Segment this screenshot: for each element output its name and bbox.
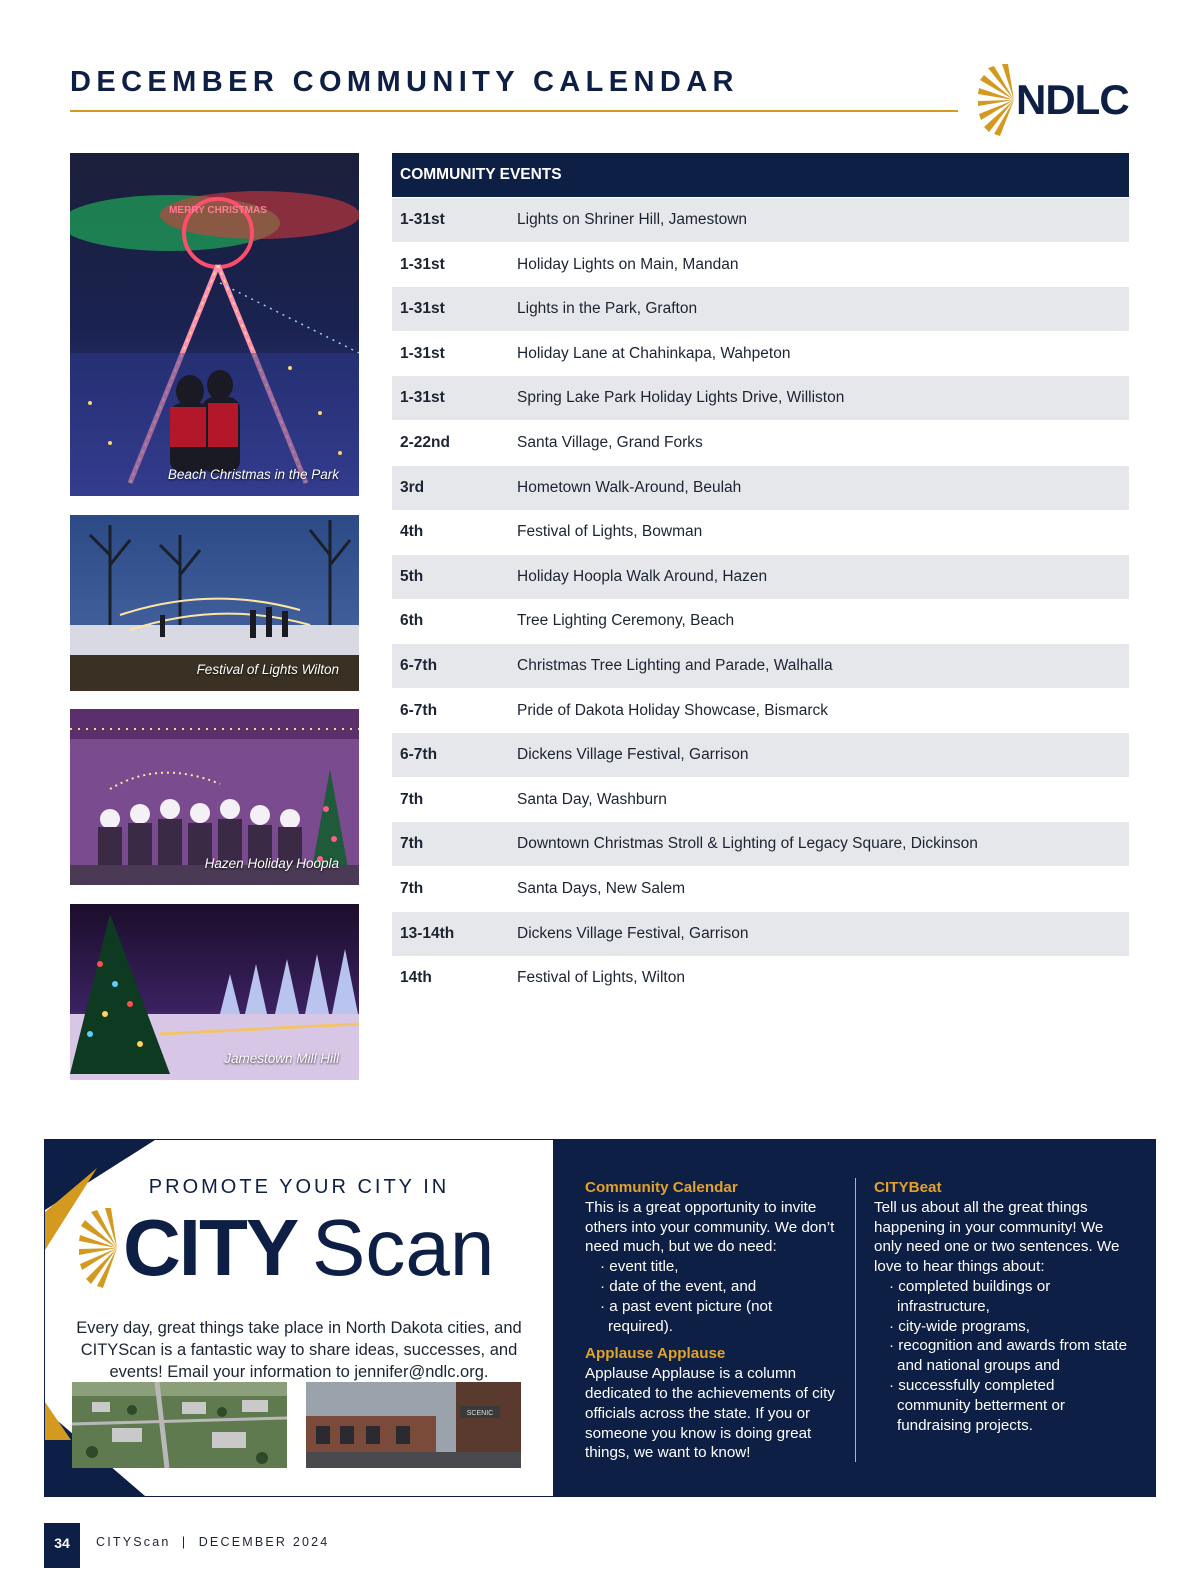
brand-scan: Scan [312,1203,495,1292]
page-footer [44,1523,444,1568]
list-item: · completed buildings or infrastructure, [874,1277,1130,1317]
column-divider [855,1178,856,1462]
event-date: 1-31st [400,300,445,318]
photo-caption: Jamestown Mill Hill [224,1051,339,1066]
page-number: 34 [44,1523,80,1568]
event-date: 1-31st [400,255,445,273]
downtown-street-photo [306,1382,521,1468]
page-header [70,60,1130,140]
sunburst-icon [79,1208,119,1288]
community-calendar-title: Community Calendar [585,1179,738,1196]
applause-text: Applause Applause is a column dedicated to the achievements of city officials across the state. If you or someone you know is doing great things, we want to know! [585,1365,835,1462]
logo-text: NDLC [1016,76,1129,123]
table-row [392,555,1129,599]
event-name: Christmas Tree Lighting and Parade, Walhalla [517,656,833,674]
citybeat-column [874,1178,1130,1435]
events-table-header: COMMUNITY EVENTS [392,153,1129,197]
event-date: 6-7th [400,656,438,674]
photo-caption: Festival of Lights Wilton [196,662,339,677]
event-name: Holiday Lane at Chahinkapa, Wahpeton [517,344,791,362]
event-date: 13-14th [400,924,455,942]
event-date: 1-31st [400,389,445,407]
table-row [392,956,1129,1000]
applause-title: Applause Applause [585,1345,726,1363]
community-calendar-column [585,1178,841,1463]
event-date: 6th [400,612,424,630]
promote-cityscan-box [44,1139,1156,1497]
list-item: · successfully completed community betterment or fundraising projects. [874,1376,1130,1435]
event-rows [392,198,1129,1000]
storefront-sign: SCENIC [466,1410,494,1417]
list-item: · recognition and awards from state and national groups and [874,1336,1130,1376]
promo-kicker: PROMOTE YOUR CITY IN [148,1176,450,1198]
table-row [392,421,1129,465]
event-date: 7th [400,790,424,808]
table-row [392,599,1129,643]
list-item: · event title, [585,1257,841,1277]
event-name: Dickens Village Festival, Garrison [517,746,749,764]
table-row [392,287,1129,331]
photo-jamestown-mill-hill [70,904,359,1080]
table-row [392,466,1129,510]
photo-beach-christmas [70,153,359,496]
table-row [392,867,1129,911]
promo-left-panel [45,1140,553,1496]
event-name: Holiday Lights on Main, Mandan [517,255,739,273]
table-row [392,376,1129,420]
table-row [392,689,1129,733]
event-date: 14th [400,969,432,987]
promo-body: Every day, great things take place in North Dakota cities, and CITYScan is a fantastic way to share ideas, successes, and events! Email your information to jennifer@ndlc.org. [76,1318,522,1381]
photo-hazen-hoopla [70,709,359,885]
event-date: 4th [400,523,424,541]
table-row [392,778,1129,822]
event-name: Lights on Shriner Hill, Jamestown [517,211,748,228]
event-date: 6-7th [400,701,438,719]
event-date: 5th [400,567,424,585]
table-row [392,510,1129,554]
event-name: Festival of Lights, Wilton [517,969,685,987]
event-name: Spring Lake Park Holiday Lights Drive, Williston [517,389,845,407]
community-events-table [392,153,1129,1001]
event-date: 3rd [400,478,425,496]
aerial-city-photo [72,1382,287,1468]
event-date: 1-31st [400,211,445,228]
ndlc-logo [978,64,1130,136]
event-name: Lights in the Park, Grafton [517,300,698,318]
table-row [392,912,1129,956]
promo-right-panel [553,1140,1156,1496]
event-name: Holiday Hoopla Walk Around, Hazen [517,567,768,585]
sunburst-icon [978,64,1018,136]
event-name: Dickens Village Festival, Garrison [517,924,749,942]
citybeat-list [874,1277,1130,1435]
event-name: Tree Lighting Ceremony, Beach [517,612,735,630]
photo-caption: Hazen Holiday Hoopla [204,856,339,871]
photo-caption: Beach Christmas in the Park [167,467,339,482]
list-item: · a past event picture (not required). [585,1297,841,1337]
event-date: 7th [400,879,424,897]
list-item: · city-wide programs, [874,1317,1130,1337]
event-date: 7th [400,835,424,853]
citybeat-title: CITYBeat [874,1179,942,1196]
event-date: 1-31st [400,344,445,362]
footer-text: CITYScan | DECEMBER 2024 [96,1535,330,1549]
event-date: 6-7th [400,746,438,764]
event-name: Santa Days, New Salem [517,879,685,897]
table-row [392,822,1129,866]
event-name: Festival of Lights, Bowman [517,523,703,541]
cityscan-logo [79,1202,529,1292]
citybeat-text: Tell us about all the great things happening in your community! We only need one or two sentences. We love to hear things about: [874,1198,1120,1276]
community-calendar-text: This is a great opportunity to invite others into your community. We don’t need much, but we do need: [585,1198,835,1256]
event-name: Santa Village, Grand Forks [517,433,703,451]
photo-festival-wilton [70,515,359,691]
table-row [392,332,1129,376]
community-calendar-list [585,1257,841,1336]
brand-city: CITY [123,1203,298,1292]
event-name: Hometown Walk-Around, Beulah [517,478,742,496]
table-row [392,243,1129,287]
table-row [392,644,1129,688]
page-title: DECEMBER COMMUNITY CALENDAR [70,66,739,98]
event-name: Downtown Christmas Stroll & Lighting of Legacy Square, Dickinson [517,835,978,853]
list-item: · date of the event, and [585,1277,841,1297]
sign-text: MERRY CHRISTMAS [169,205,267,216]
event-name: Pride of Dakota Holiday Showcase, Bismarck [517,701,828,719]
header-rule [70,110,958,112]
event-date: 2-22nd [400,433,450,451]
table-row [392,733,1129,777]
table-row [392,198,1129,242]
event-name: Santa Day, Washburn [517,790,667,808]
